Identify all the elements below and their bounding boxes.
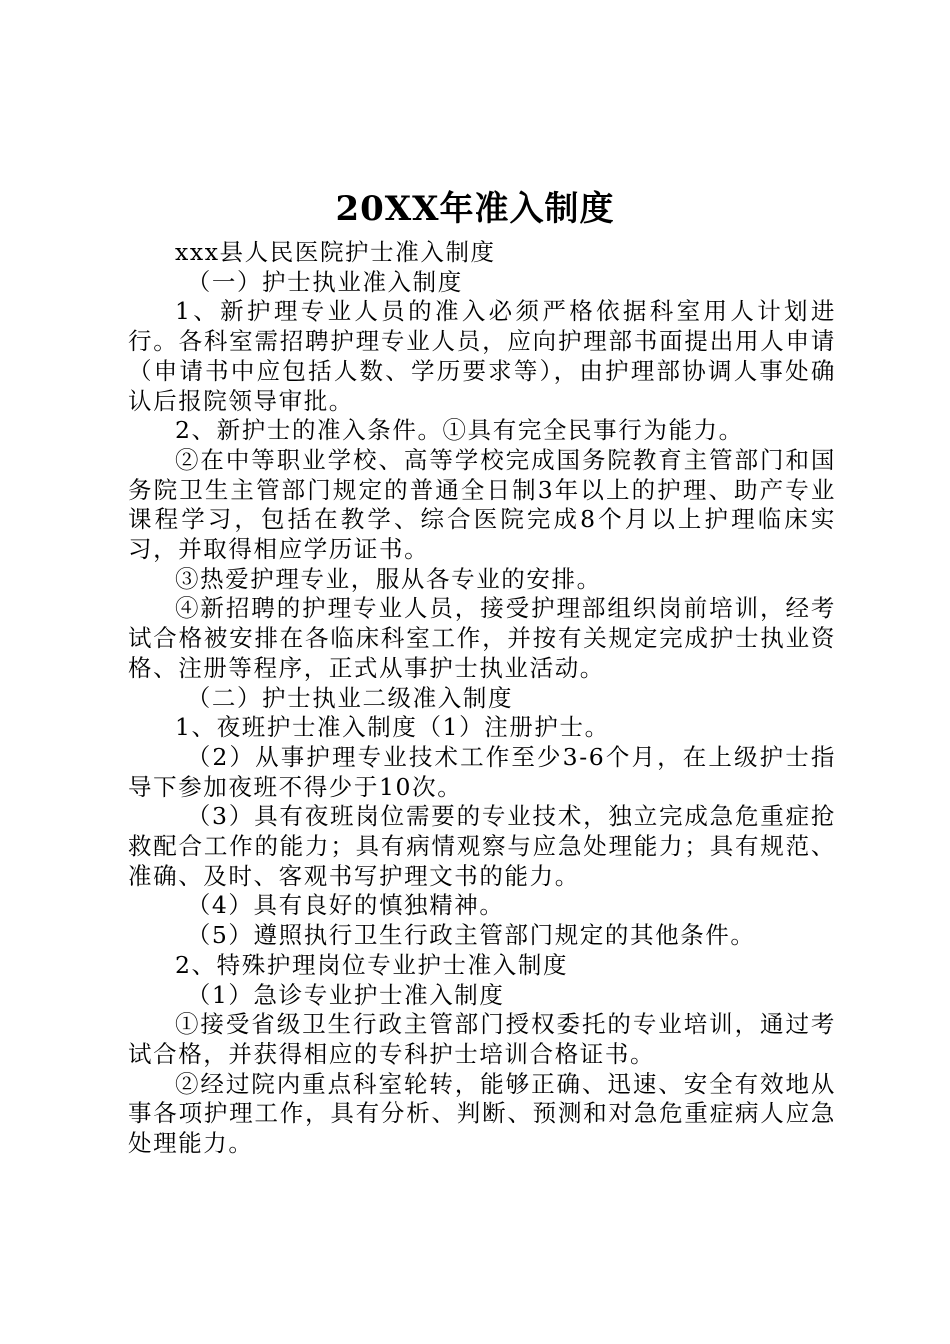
paragraph: （1）急诊专业护士准入制度 bbox=[186, 980, 505, 1009]
paragraph: ①接受省级卫生行政主管部门授权委托的专业培训，通过考试合格，并获得相应的专科护士培训合格证书。 bbox=[128, 1010, 836, 1068]
paragraph: 1、夜班护士准入制度（1）注册护士。 bbox=[175, 713, 610, 742]
paragraph: （3）具有夜班岗位需要的专业技术，独立完成急危重症抢救配合工作的能力；具有病情观察与应急处理能力；具有规范、准确、及时、客观书写护理文书的能力。 bbox=[128, 802, 836, 890]
paragraph: ②经过院内重点科室轮转，能够正确、迅速、安全有效地从事各项护理工作，具有分析、判断、预测和对急危重症病人应急处理能力。 bbox=[128, 1069, 836, 1158]
paragraph: （5）遵照执行卫生行政主管部门规定的其他条件。 bbox=[186, 921, 756, 950]
paragraph-hospital-title: xxx县人民医院护士准入制度 bbox=[175, 238, 496, 266]
paragraph: ②在中等职业学校、高等学校完成国务院教育主管部门和国务院卫生主管部门规定的普通全日制3年以上的护理、助产专业课程学习，包括在教学、综合医院完成8个月以上护理临床实习，并取得相应学历证书。 bbox=[128, 445, 836, 564]
paragraph: ④新招聘的护理专业人员，接受护理部组织岗前培训，经考试合格被安排在各临床科室工作，并按有关规定完成护士执业资格、注册等程序，正式从事护士执业活动。 bbox=[128, 594, 836, 682]
section-heading-2: （二）护士执业二级准入制度 bbox=[186, 683, 514, 712]
paragraph: 2、特殊护理岗位专业护士准入制度 bbox=[175, 950, 569, 979]
paragraph: ③热爱护理专业，服从各专业的安排。 bbox=[175, 564, 602, 593]
document-body bbox=[128, 238, 836, 1159]
paragraph: 2、新护士的准入条件。①具有完全民事行为能力。 bbox=[175, 416, 744, 445]
paragraph: （4）具有良好的慎独精神。 bbox=[186, 891, 505, 920]
paragraph: 1、新护理专业人员的准入必须严格依据科室用人计划进行。各科室需招聘护理专业人员，应向护理部书面提出用人申请（申请书中应包括人数、学历要求等），由护理部协调人事处确认后报院领导审批。 bbox=[128, 297, 836, 415]
document-title: 20XX年准入制度 bbox=[335, 189, 615, 229]
section-heading-1: （一）护士执业准入制度 bbox=[186, 267, 463, 296]
paragraph: （2）从事护理专业技术工作至少3-6个月，在上级护士指导下参加夜班不得少于10次。 bbox=[128, 742, 836, 801]
